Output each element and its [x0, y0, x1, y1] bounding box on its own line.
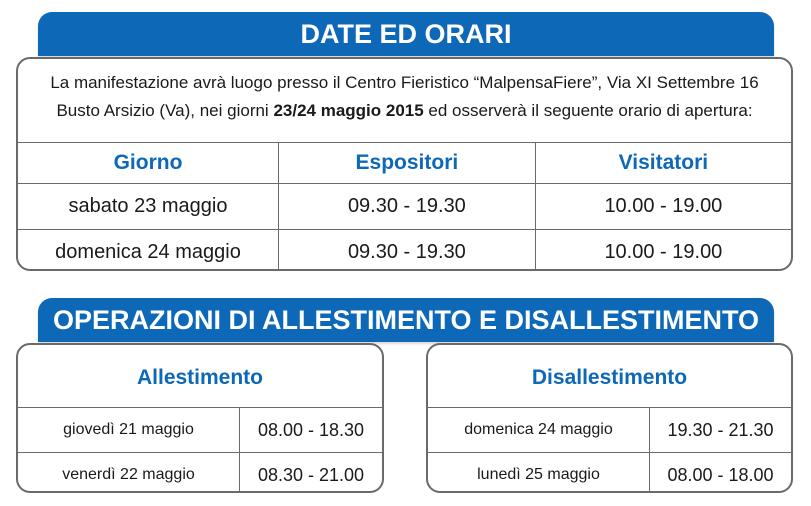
schedule-header-row [18, 143, 791, 184]
day-cell: venerdì 22 maggio [18, 453, 240, 494]
intro-dates-bold: 23/24 maggio 2015 [273, 101, 424, 120]
operations-banner: OPERAZIONI DI ALLESTIMENTO E DISALLESTIMENTO [38, 298, 774, 342]
intro-line-2-start: Busto Arsizio (Va), nei giorni [56, 101, 274, 120]
hours-cell: 19.30 - 21.30 [650, 408, 792, 453]
setup-title: Allestimento [136, 366, 264, 389]
schedule-table [18, 142, 791, 271]
teardown-title: Disallestimento [531, 366, 688, 389]
table-row [18, 408, 382, 453]
visitors-hours: 10.00 - 19.00 [535, 230, 791, 272]
table-row [18, 453, 382, 494]
hours-cell: 08.30 - 21.00 [240, 453, 383, 494]
intro-text [18, 69, 791, 125]
header-exhibitors: Espositori [279, 143, 536, 184]
day-cell: domenica 24 maggio [428, 408, 650, 453]
day-cell: domenica 24 maggio [18, 230, 279, 272]
table-row [428, 453, 791, 494]
dates-box [16, 57, 793, 271]
intro-line-1: La manifestazione avrà luogo presso il Centro Fieristico “MalpensaFiere”, Via XI Settembre 16 [50, 73, 759, 92]
table-row [428, 408, 791, 453]
setup-box [16, 343, 384, 493]
day-cell: sabato 23 maggio [18, 184, 279, 230]
setup-table [18, 407, 382, 493]
visitors-hours: 10.00 - 19.00 [535, 184, 791, 230]
teardown-table [428, 407, 791, 493]
table-row [18, 230, 791, 272]
exhibitors-hours: 09.30 - 19.30 [279, 230, 536, 272]
exhibitors-hours: 09.30 - 19.30 [279, 184, 536, 230]
header-day: Giorno [18, 143, 279, 184]
table-row [18, 184, 791, 230]
header-visitors: Visitatori [535, 143, 791, 184]
day-cell: lunedì 25 maggio [428, 453, 650, 494]
dates-banner: DATE ED ORARI [38, 12, 774, 56]
teardown-box [426, 343, 793, 493]
day-cell: giovedì 21 maggio [18, 408, 240, 453]
hours-cell: 08.00 - 18.30 [240, 408, 383, 453]
intro-line-2-end: ed osserverà il seguente orario di apertura: [423, 101, 753, 120]
hours-cell: 08.00 - 18.00 [650, 453, 792, 494]
intro-line-2 [18, 97, 791, 125]
